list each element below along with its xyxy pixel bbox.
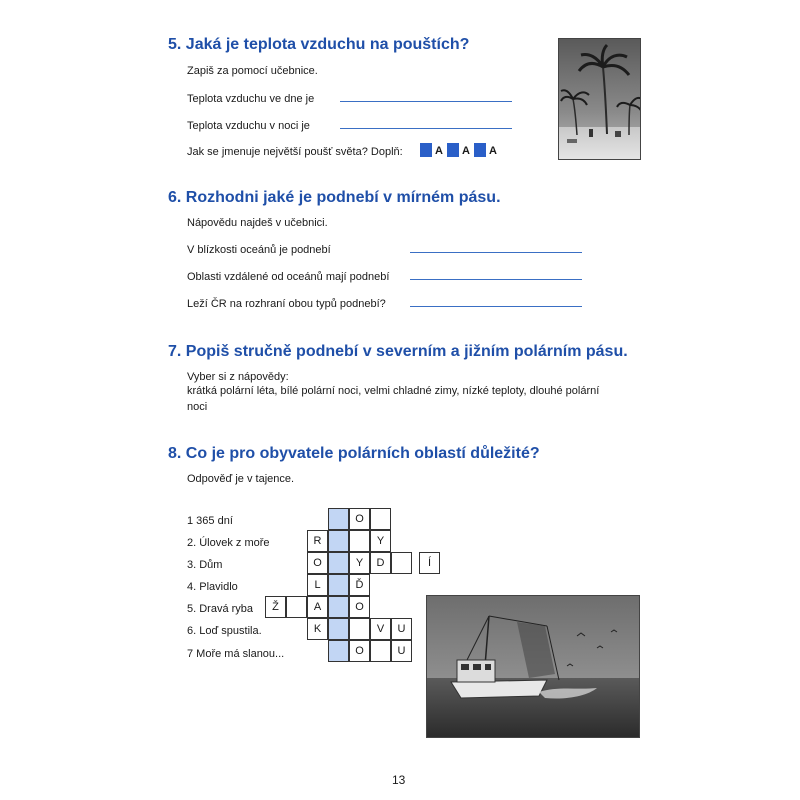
crossword-cell[interactable] — [328, 508, 349, 530]
question-7-instruction: Vyber si z nápovědy: — [187, 371, 289, 383]
crossword-cell[interactable] — [349, 618, 370, 640]
far-from-ocean-climate-label: Oblasti vzdálené od oceánů mají podnebí — [187, 271, 390, 283]
question-8-instruction: Odpověď je v tajence. — [187, 473, 295, 485]
crossword-cell[interactable]: Ď — [349, 574, 370, 596]
crossword-cell[interactable] — [370, 508, 391, 530]
crossword-clue-1: 1 365 dní — [187, 515, 233, 527]
polar-hints-line-1: krátká polární léta, bílé polární noci, velmi chladné zimy, nízké teploty, dlouhé polární — [187, 385, 600, 397]
day-temperature-label: Teplota vzduchu ve dne je — [187, 93, 315, 105]
crossword-cell[interactable]: Í — [419, 552, 440, 574]
crossword-cell[interactable] — [328, 530, 349, 552]
crossword-cell[interactable] — [328, 596, 349, 618]
czech-republic-climate-label: Leží ČR na rozhraní obou typů podnebí? — [187, 298, 386, 310]
night-temperature-label: Teplota vzduchu v noci je — [187, 120, 310, 132]
near-ocean-climate-label: V blízkosti oceánů je podnebí — [187, 244, 331, 256]
crossword-cell[interactable] — [328, 640, 349, 662]
crossword-clue-6: 6. Loď spustila. — [187, 625, 262, 637]
crossword-clue-5: 5. Dravá ryba — [187, 603, 254, 615]
crossword-cell[interactable]: O — [349, 596, 370, 618]
crossword-cell[interactable] — [328, 574, 349, 596]
crossword-cell[interactable]: L — [307, 574, 328, 596]
question-8-title: 8. Co je pro obyvatele polárních oblastí důležité? — [168, 445, 540, 462]
crossword-cell[interactable] — [370, 640, 391, 662]
crossword-cell[interactable]: U — [391, 618, 412, 640]
desert-letter-1: A — [435, 145, 443, 157]
crossword-cell[interactable]: V — [370, 618, 391, 640]
far-from-ocean-answer-line[interactable] — [410, 279, 582, 280]
desert-blank-box-2[interactable] — [447, 143, 459, 157]
crossword-clue-7: 7 Moře má slanou... — [187, 648, 285, 660]
question-7-title: 7. Popiš stručně podnebí v severním a jižním polárním pásu. — [168, 343, 628, 360]
question-6-title: 6. Rozhodni jaké je podnebí v mírném pásu. — [168, 189, 501, 206]
crossword-cell[interactable]: Y — [370, 530, 391, 552]
crossword-cell[interactable]: U — [391, 640, 412, 662]
day-temperature-answer-line[interactable] — [340, 101, 512, 102]
crossword-cell[interactable]: R — [307, 530, 328, 552]
crossword-cell[interactable]: A — [307, 596, 328, 618]
crossword-cell[interactable]: O — [349, 508, 370, 530]
crossword-clue-2: 2. Úlovek z moře — [187, 537, 270, 549]
crossword-cell[interactable] — [286, 596, 307, 618]
largest-desert-label: Jak se jmenuje největší poušť světa? Doplň: — [187, 146, 403, 158]
desert-letter-3: A — [489, 145, 497, 157]
desert-palm-photo — [558, 38, 641, 160]
crossword-cell[interactable]: K — [307, 618, 328, 640]
crossword-cell[interactable]: O — [349, 640, 370, 662]
night-temperature-answer-line[interactable] — [340, 128, 512, 129]
crossword-cell[interactable] — [391, 552, 412, 574]
question-6-instruction: Nápovědu najdeš v učebnici. — [187, 217, 328, 229]
desert-blank-box-1[interactable] — [420, 143, 432, 157]
question-5-title: 5. Jaká je teplota vzduchu na pouštích? — [168, 36, 470, 53]
fishing-boat-photo — [426, 595, 640, 738]
desert-letter-2: A — [462, 145, 470, 157]
crossword-cell[interactable] — [349, 530, 370, 552]
page-number: 13 — [392, 773, 406, 787]
czech-republic-answer-line[interactable] — [410, 306, 582, 307]
crossword-cell[interactable]: Y — [349, 552, 370, 574]
crossword-clue-4: 4. Plavidlo — [187, 581, 238, 593]
polar-hints-line-2: noci — [187, 401, 208, 413]
crossword-cell[interactable]: Ž — [265, 596, 286, 618]
near-ocean-answer-line[interactable] — [410, 252, 582, 253]
question-5-instruction: Zapiš za pomocí učebnice. — [187, 65, 318, 77]
crossword-clue-3: 3. Dům — [187, 559, 223, 571]
crossword-cell[interactable]: D — [370, 552, 391, 574]
desert-blank-box-3[interactable] — [474, 143, 486, 157]
crossword-cell[interactable] — [328, 552, 349, 574]
crossword-cell[interactable] — [328, 618, 349, 640]
crossword-cell[interactable]: O — [307, 552, 328, 574]
